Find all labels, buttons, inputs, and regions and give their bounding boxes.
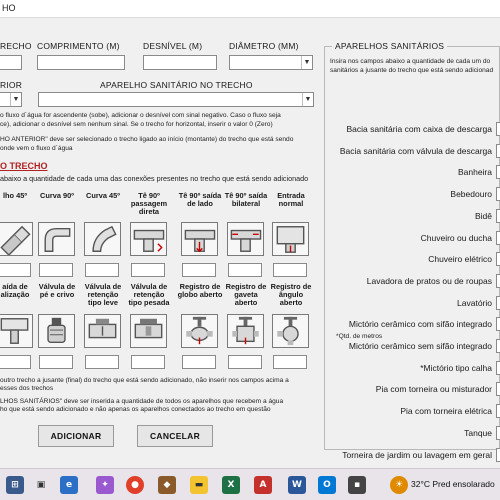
comprimento-input[interactable]: [37, 55, 125, 70]
aparelho-label: Bacia sanitária com válvula de descarga: [339, 145, 492, 156]
fitting-row2-quantity-input[interactable]: [228, 355, 262, 369]
fluxo-note-line2: ce), adicionar o desnível sem nenhum sinal. Se o trecho for horizontal, inserir o valor 0 (Zero): [0, 121, 273, 128]
aparelho-quantity-input[interactable]: [496, 317, 500, 331]
fitting-row2-title-1: Válvula de pé e crivo: [38, 282, 76, 299]
word-icon[interactable]: W: [288, 476, 306, 494]
chevron-down-icon[interactable]: ▼: [10, 93, 21, 106]
aparelho-label: Mictório cerâmico sem sifão integrado: [348, 341, 492, 351]
aparelho-trecho-label: APARELHO SANITÁRIO NO TRECHO: [100, 80, 253, 90]
aparelho-label: Mictório cerâmico com sifão integrado: [348, 319, 492, 330]
fitting-row1-quantity-input[interactable]: [39, 263, 73, 277]
desnivel-label: DESNÍVEL (M): [143, 41, 203, 51]
fitting-row1-quantity-input[interactable]: [0, 263, 31, 277]
fluxo-note-line1: o fluxo d´água for ascendente (sobe), adicionar o desnível com sinal negativo. Caso o fluxo seja: [0, 112, 281, 119]
aparelhos-instruction-line2: sanitários a jusante do trecho que está sendo adicionad: [330, 67, 494, 74]
aparelho-label: Torneira de jardim ou lavagem em geral: [342, 449, 492, 460]
fitting-row2-title-2: Válvula de retenção tipo leve: [84, 282, 122, 307]
aparelho-label: Bebedouro: [450, 189, 492, 200]
fitting-row1-title-2: Curva 45º: [86, 191, 120, 200]
aparelho-quantity-input[interactable]: [496, 426, 500, 440]
taskbar: [0, 468, 500, 500]
qtd-metros-note: *Qtd. de metros: [336, 333, 383, 340]
fitting-row2-title-5: Registro de gaveta aberto: [225, 282, 267, 307]
pdf-icon[interactable]: A: [254, 476, 272, 494]
title-bar: [0, 0, 500, 18]
weather-widget[interactable]: [411, 479, 495, 489]
copilot-icon[interactable]: ✦: [96, 476, 114, 494]
curve-90-icon: [38, 222, 75, 256]
fitting-row1-title-1: Curva 90º: [40, 191, 74, 200]
section-instruction: abaixo a quantidade de cada uma das conexões presentes no trecho que está sendo adicionado: [0, 174, 309, 183]
aparelhos-instruction-line1: Insira nos campos abaixo a quantidade de cada um do: [330, 58, 491, 65]
fitting-row2-quantity-input[interactable]: [0, 355, 31, 369]
aparelho-label: Bidê: [474, 210, 492, 221]
check-valve-light-icon: [84, 314, 121, 348]
start-icon[interactable]: ⊞: [6, 476, 24, 494]
add-button[interactable]: ADICIONAR: [38, 425, 114, 447]
aparelho-quantity-input[interactable]: [496, 404, 500, 418]
anterior-note-line2: onde vem o fluxo d´água: [0, 145, 73, 152]
aparelho-label: Banheira: [457, 167, 492, 178]
angle-valve-icon: [272, 314, 309, 348]
footer-note-line2: esses dos trechos: [0, 385, 54, 392]
aparelho-quantity-input[interactable]: [496, 122, 500, 136]
fitting-row1-quantity-input[interactable]: [85, 263, 119, 277]
aparelho-label: Pia com torneira ou misturador: [375, 384, 492, 395]
desnivel-input[interactable]: [143, 55, 217, 70]
aparelho-quantity-input[interactable]: [496, 274, 500, 288]
app-icon[interactable]: ◆: [158, 476, 176, 494]
normal-entry-icon: [272, 222, 309, 256]
section-title: O TRECHO: [0, 161, 48, 171]
fitting-row2-title-0: aída de alização: [0, 282, 30, 299]
fitting-row1-title-4: Tê 90º saída de lado: [178, 191, 222, 208]
footer-note-line3: LHOS SANITÁRIOS" deve ser inserida a quantidade de todos os aparelhos que recebem a água: [0, 398, 284, 405]
fitting-row2-quantity-input[interactable]: [85, 355, 119, 369]
fitting-row1-quantity-input[interactable]: [273, 263, 307, 277]
footer-note-line4: ho que está sendo adicionado e não apenas os aparelhos conectados ao trecho em questão: [0, 406, 271, 413]
aparelho-quantity-input[interactable]: [496, 296, 500, 310]
tee-straight-icon: [130, 222, 167, 256]
aparelho-quantity-input[interactable]: [496, 165, 500, 179]
fitting-row2-quantity-input[interactable]: [273, 355, 307, 369]
fitting-row1-quantity-input[interactable]: [182, 263, 216, 277]
fitting-row1-title-6: Entrada normal: [277, 191, 305, 208]
aparelho-label: Chuveiro elétrico: [428, 254, 492, 265]
aparelho-trecho-dropdown[interactable]: [38, 92, 314, 107]
aparelho-quantity-input[interactable]: [496, 252, 500, 266]
trecho-input[interactable]: [0, 55, 22, 70]
footer-note-line1: outro trecho a jusante (final) do trecho que está sendo adicionado, não inserir nos campos acima a: [0, 377, 289, 384]
aparelho-quantity-input[interactable]: [496, 209, 500, 223]
task-view-icon[interactable]: ▣: [36, 480, 46, 490]
check-valve-heavy-icon: [130, 314, 167, 348]
window-title: HO: [2, 3, 16, 13]
fitting-row2-quantity-input[interactable]: [39, 355, 73, 369]
globe-valve-icon: [181, 314, 218, 348]
fitting-row2-title-4: Registro de globo aberto: [177, 282, 223, 299]
aparelhos-title: APARELHOS SANITÁRIOS: [332, 41, 447, 51]
temperature: 32°C: [411, 479, 430, 489]
fitting-row1-title-0: lho 45º: [2, 191, 28, 200]
aparelho-label: Lavadora de pratos ou de roupas: [366, 275, 492, 286]
aparelho-quantity-input[interactable]: [496, 339, 500, 353]
diametro-label: DIÂMETRO (MM): [229, 41, 299, 51]
aparelho-quantity-input[interactable]: [496, 382, 500, 396]
elbow-45-icon: [0, 222, 33, 256]
comprimento-label: COMPRIMENTO (M): [37, 41, 120, 51]
canalization-exit-icon: [0, 314, 33, 348]
aparelho-label: Pia com torneira elétrica: [400, 406, 492, 417]
aparelho-label: *Mictório tipo calha: [420, 362, 492, 373]
anterior-note-line1: HO ANTERIOR" deve ser selecionado o trecho ligado ao início (montante) do trecho que está sendo: [0, 136, 294, 143]
diametro-dropdown[interactable]: [229, 55, 313, 70]
fitting-row1-title-5: Tê 90º saída bilateral: [224, 191, 268, 208]
chevron-down-icon[interactable]: ▼: [302, 93, 313, 106]
excel-icon[interactable]: X: [222, 476, 240, 494]
fitting-row2-quantity-input[interactable]: [182, 355, 216, 369]
fitting-row2-title-3: Válvula de retenção tipo pesada: [128, 282, 170, 307]
gate-valve-icon: [227, 314, 264, 348]
foot-valve-icon: [38, 314, 75, 348]
chrome-icon[interactable]: ●: [126, 476, 144, 494]
aparelho-quantity-input[interactable]: [496, 144, 500, 158]
aparelho-label: Bacia sanitária com caixa de descarga: [346, 124, 492, 134]
fitting-row2-title-6: Registro de ângulo aberto: [270, 282, 312, 307]
aparelho-label: Tanque: [464, 427, 492, 438]
fitting-row1-quantity-input[interactable]: [131, 263, 165, 277]
fitting-row2-quantity-input[interactable]: [131, 355, 165, 369]
app-icon-2[interactable]: ▪: [348, 476, 366, 494]
aparelho-quantity-input[interactable]: [496, 448, 500, 462]
trecho-label: RECHO: [0, 41, 32, 51]
weather-text: Pred ensolarado: [432, 479, 495, 489]
aparelho-quantity-input[interactable]: [496, 231, 500, 245]
trecho-anterior-label: RIOR: [0, 80, 23, 90]
edge-icon[interactable]: e: [60, 476, 78, 494]
fitting-row1-title-3: Tê 90º passagem direta: [130, 191, 168, 216]
fitting-row1-quantity-input[interactable]: [228, 263, 262, 277]
cancel-button[interactable]: CANCELAR: [137, 425, 213, 447]
folder-icon[interactable]: ▬: [190, 476, 208, 494]
trecho-anterior-dropdown[interactable]: [0, 92, 22, 107]
tee-side-icon: [181, 222, 218, 256]
aparelho-quantity-input[interactable]: [496, 187, 500, 201]
curve-45-icon: [84, 222, 121, 256]
aparelho-label: Lavatório: [457, 297, 492, 308]
aparelho-quantity-input[interactable]: [496, 361, 500, 375]
outlook-icon[interactable]: O: [318, 476, 336, 494]
chevron-down-icon[interactable]: ▼: [301, 56, 312, 69]
aparelho-label: Chuveiro ou ducha: [420, 232, 492, 243]
tee-bilateral-icon: [227, 222, 264, 256]
weather-sun-icon: ☀: [390, 476, 408, 494]
